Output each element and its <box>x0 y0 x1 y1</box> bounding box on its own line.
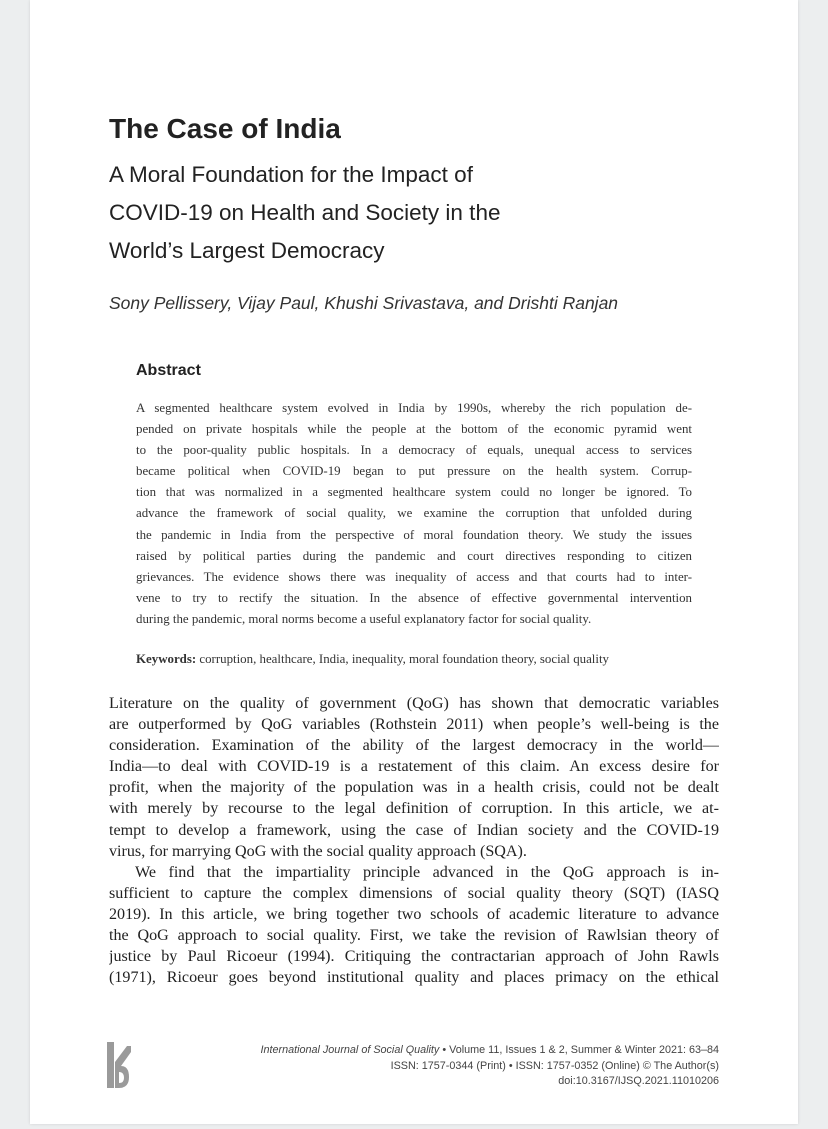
abstract-line: tion that was normalized in a segmented healthcare system could no longer be ignored. To <box>136 485 692 500</box>
abstract-line: vene to try to rectify the situation. In the absence of effective governmental intervention <box>136 590 692 605</box>
keywords-list: corruption, healthcare, India, inequality, moral foundation theory, social quality <box>196 652 610 666</box>
body-line: are outperformed by QoG variables (Rothstein 2011) when people’s well-being is the <box>109 716 719 734</box>
abstract-line: advance the framework of social quality, we examine the corruption that unfolded during <box>136 506 692 521</box>
body-line: Literature on the quality of government (QoG) has shown that democratic variables <box>109 695 719 712</box>
body-line: India—to deal with COVID-19 is a restatement of this claim. An excess desire for <box>109 758 719 776</box>
berghahn-logo-icon <box>107 1042 131 1088</box>
article-title: The Case of India <box>109 113 341 144</box>
body-line: tempt to develop a framework, using the case of Indian society and the COVID-19 <box>109 821 719 839</box>
body-line: 2019). In this article, we bring together two schools of academic literature to advance <box>109 905 719 923</box>
subtitle-line: COVID-19 on Health and Society in the <box>109 200 501 225</box>
journal-details: • Volume 11, Issues 1 & 2, Summer & Winter 2021: 63–84 <box>439 1044 719 1056</box>
abstract-line: pended on private hospitals while the people at the bottom of the economic pyramid went <box>136 422 692 437</box>
abstract-heading: Abstract <box>136 362 201 379</box>
footer-journal-line <box>260 1043 719 1059</box>
body-line: profit, when the majority of the population was in a health crisis, could not be dealt <box>109 779 719 797</box>
subtitle-line: A Moral Foundation for the Impact of <box>109 162 473 187</box>
abstract-line: A segmented healthcare system evolved in India by 1990s, whereby the rich population de- <box>136 401 692 415</box>
body-line: consideration. Examination of the ability of the largest democracy in the world— <box>109 737 719 755</box>
body-line: virus, for marrying QoG with the social quality approach (SQA). <box>109 842 527 860</box>
keywords-label: Keywords: <box>136 652 197 666</box>
footer-issn: ISSN: 1757-0344 (Print) • ISSN: 1757-0352 (Online) © The Author(s) <box>390 1059 719 1072</box>
body-line: sufficient to capture the complex dimensions of social quality theory (SQT) (IASQ <box>109 884 719 902</box>
keywords <box>136 652 692 667</box>
abstract-text <box>136 398 692 630</box>
journal-name: International Journal of Social Quality <box>260 1044 440 1056</box>
body-line: the QoG approach to social quality. First, we take the revision of Rawlsian theory of <box>109 927 719 945</box>
abstract-line: raised by political parties during the pandemic and court directives responding to citizen <box>136 548 692 563</box>
body-line: with merely by recourse to the legal definition of corruption. In this article, we at- <box>109 800 719 818</box>
footer-citation <box>260 1043 719 1090</box>
abstract-line: grievances. The evidence shows there was inequality of access and that courts had to inter- <box>136 569 692 584</box>
footer-doi: doi:10.3167/IJSQ.2021.11010206 <box>558 1075 719 1088</box>
abstract-line: during the pandemic, moral norms become a useful explanatory factor for social quality. <box>136 611 592 626</box>
body-line: justice by Paul Ricoeur (1994). Critiquing the contractarian approach of John Rawls <box>109 948 719 966</box>
author-list: Sony Pellissery, Vijay Paul, Khushi Srivastava, and Drishti Ranjan <box>109 293 619 313</box>
body-line: (1971), Ricoeur goes beyond institutional quality and places primacy on the ethical <box>109 969 719 987</box>
body-text <box>109 693 719 988</box>
page <box>30 0 798 1124</box>
body-line: We find that the impartiality principle advanced in the QoG approach is in- <box>135 863 719 881</box>
subtitle-line: World’s Largest Democracy <box>109 238 385 263</box>
abstract-line: to the poor-quality public hospitals. In a democracy of equals, unequal access to services <box>136 443 692 458</box>
article-subtitle <box>109 156 669 270</box>
abstract-line: became political when COVID-19 began to put pressure on the health system. Corrup- <box>136 464 692 479</box>
abstract-line: the pandemic in India from the perspective of moral foundation theory. We study the issues <box>136 527 692 542</box>
